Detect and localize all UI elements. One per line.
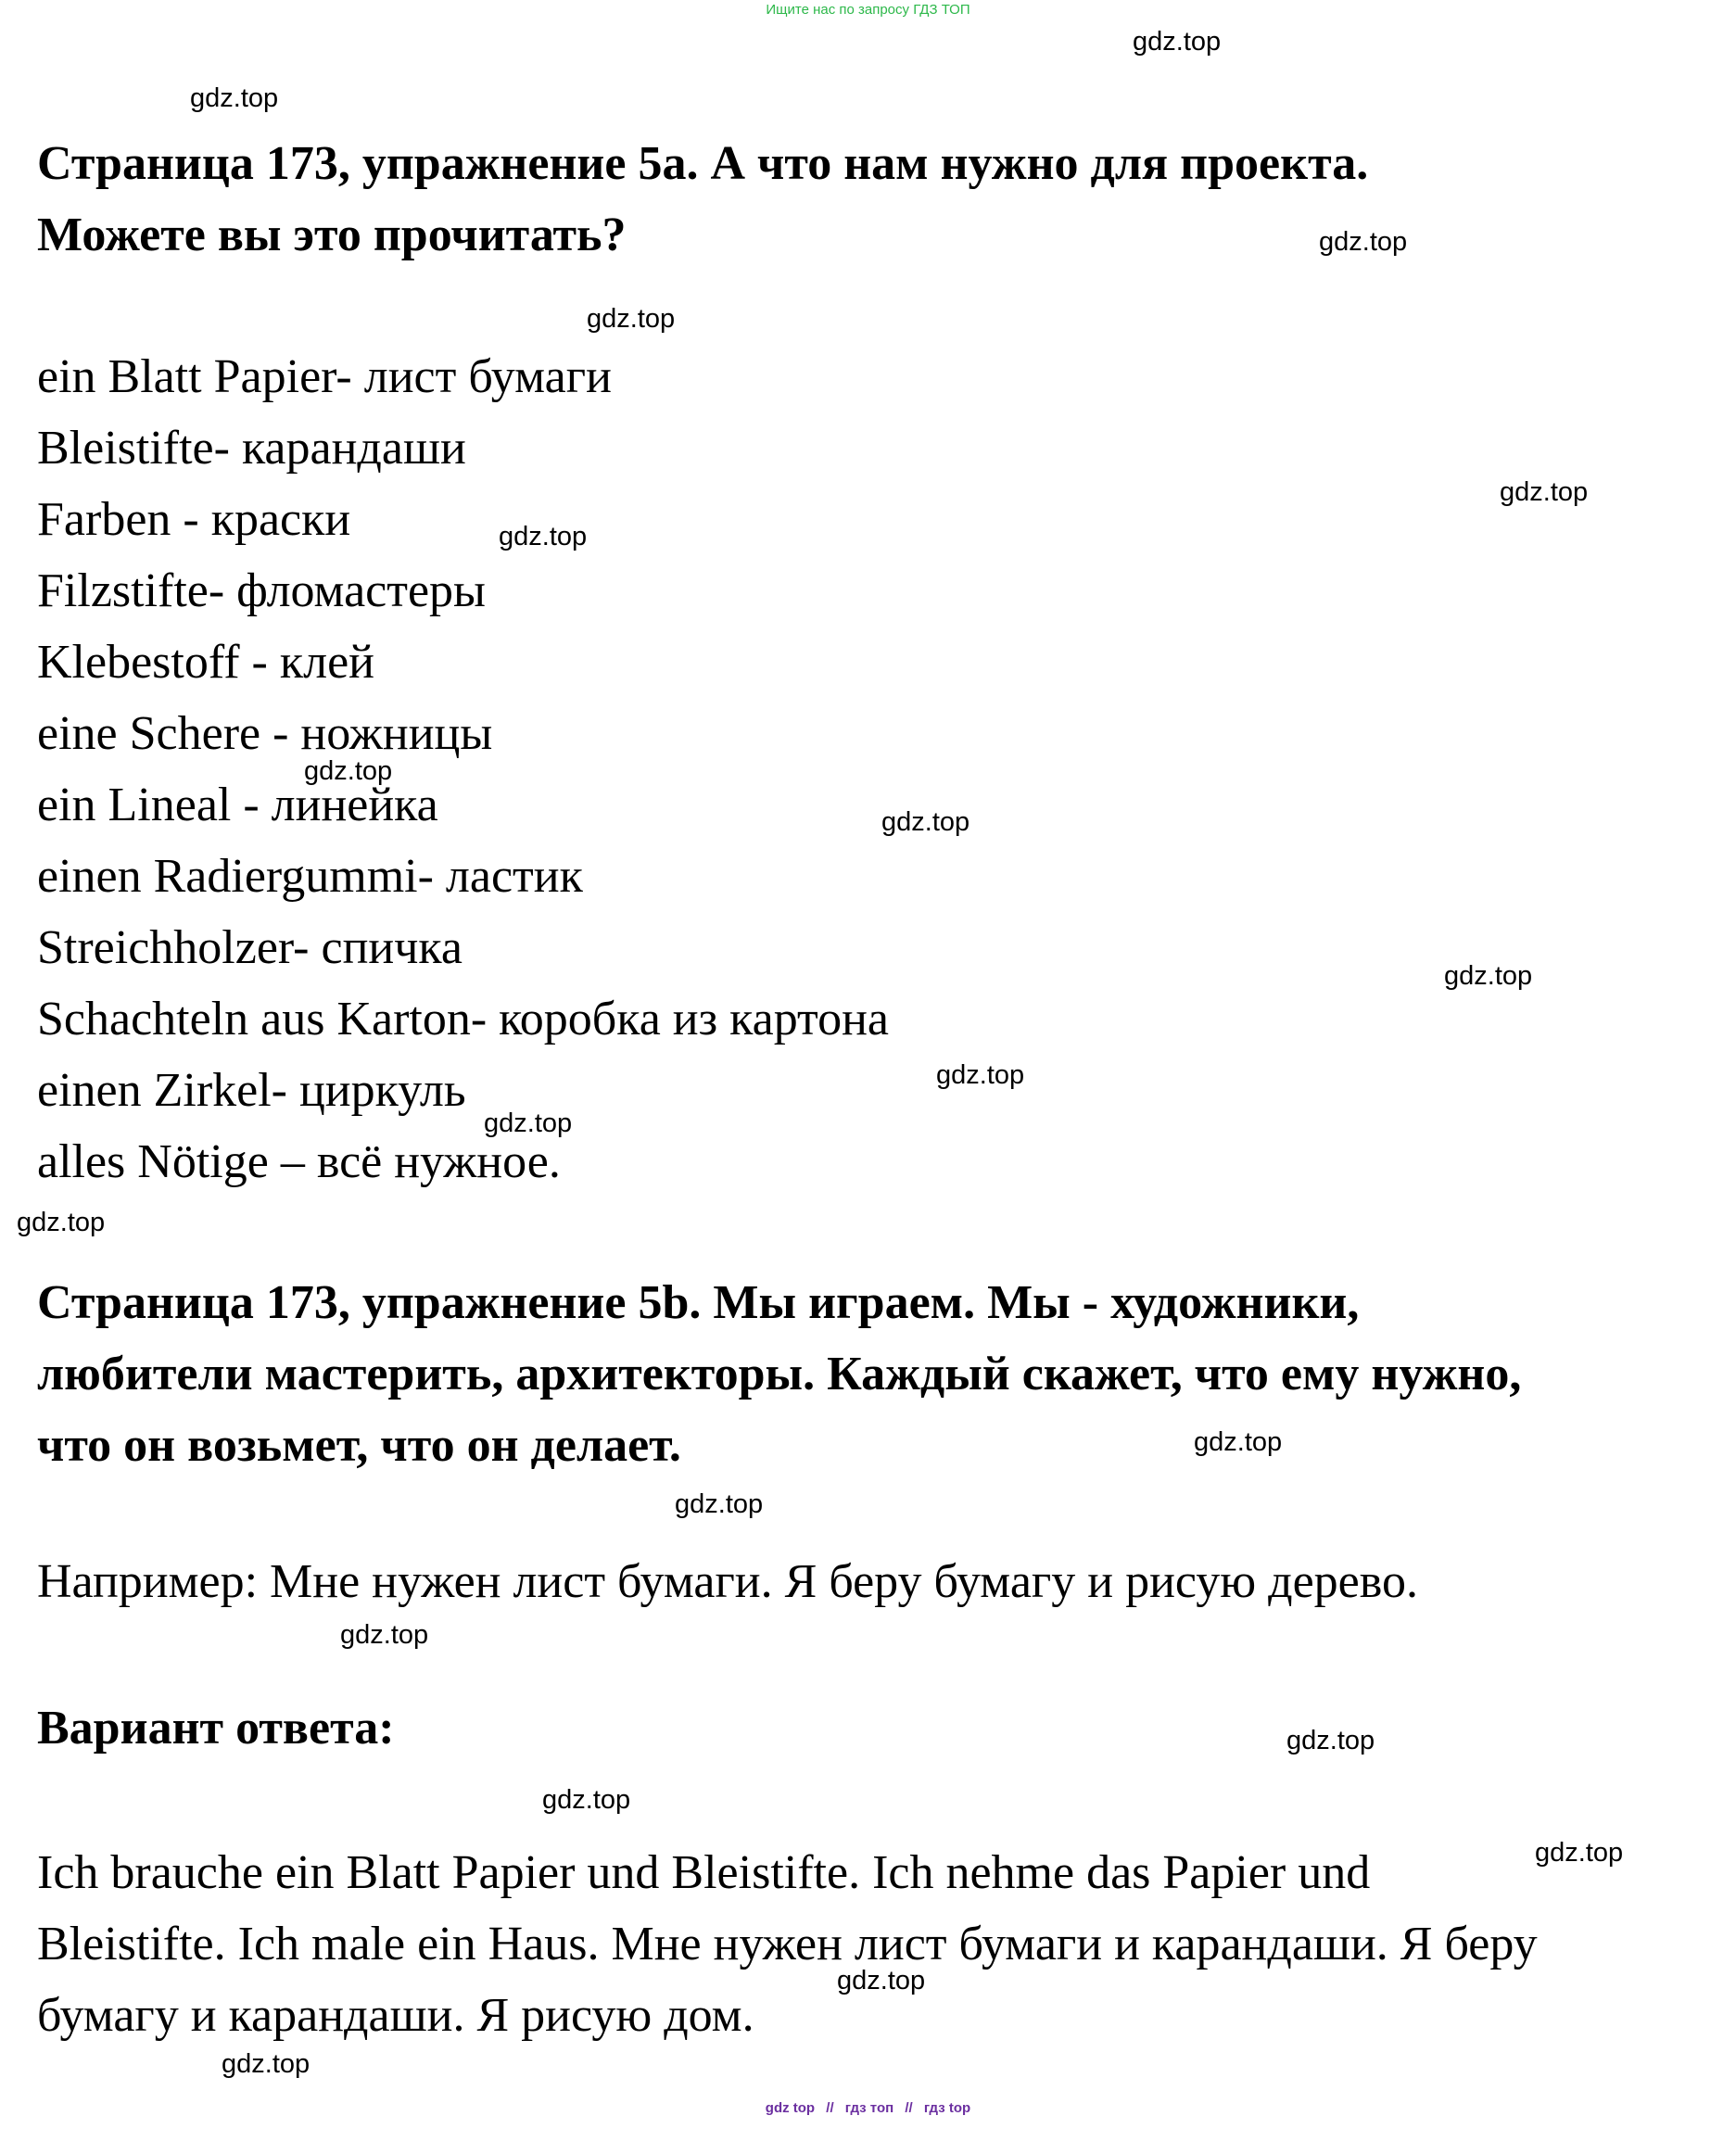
watermark: gdz.top — [837, 1966, 926, 1995]
watermark: gdz.top — [1286, 1726, 1375, 1755]
watermark: gdz.top — [304, 756, 393, 786]
watermark: gdz.top — [340, 1620, 429, 1650]
section-a-heading-line: Можете вы это прочитать? — [37, 209, 627, 261]
watermark: gdz.top — [542, 1785, 631, 1815]
example-text: Например: Мне нужен лист бумаги. Я беру бумагу и рисую дерево. — [37, 1555, 1418, 1608]
vocabulary-item: Streichholzer- спичка — [37, 921, 463, 974]
watermark: gdz.top — [499, 522, 588, 551]
footer-link[interactable]: гдз топ — [844, 2100, 894, 2116]
section-a-heading-line: Страница 173, упражнение 5а. А что нам нужно для проекта. — [37, 137, 1369, 190]
vocabulary-item: Farben - краски — [37, 493, 351, 546]
footer-separator: // — [826, 2100, 834, 2116]
top-banner[interactable]: Ищите нас по запросу ГДЗ ТОП — [766, 2, 970, 18]
section-b-heading — [37, 1267, 1521, 1481]
vocabulary-item: Filzstifte- фломастеры — [37, 564, 486, 617]
vocabulary-item: alles Nötige – всё нужное. — [37, 1135, 561, 1188]
vocabulary-item: Schachteln aus Karton- коробка из картона — [37, 993, 889, 1045]
section-a-heading — [37, 128, 1368, 271]
watermark: gdz.top — [1444, 961, 1533, 991]
section-b-heading-line: что он возьмет, что он делает. — [37, 1419, 681, 1472]
watermark: gdz.top — [675, 1489, 764, 1519]
vocabulary-list — [37, 341, 889, 1197]
watermark: gdz.top — [17, 1208, 106, 1237]
watermark: gdz.top — [1133, 27, 1222, 57]
vocabulary-item: ein Blatt Papier- лист бумаги — [37, 350, 612, 403]
watermark: gdz.top — [222, 2049, 310, 2079]
footer-link[interactable]: gdz top — [765, 2100, 816, 2116]
vocabulary-item: Bleistifte- карандаши — [37, 422, 466, 475]
footer-link[interactable]: гдз top — [923, 2100, 971, 2116]
watermark: gdz.top — [1319, 227, 1408, 257]
answer-line: Bleistifte. Ich male ein Haus. Мне нужен лист бумаги и карандаши. Я беру — [37, 1918, 1538, 1970]
watermark: gdz.top — [587, 304, 676, 334]
section-b-heading-line: Страница 173, упражнение 5b. Мы играем. Мы - художники, — [37, 1276, 1360, 1329]
section-b-heading-line: любители мастерить, архитекторы. Каждый скажет, что ему нужно, — [37, 1348, 1522, 1400]
watermark: gdz.top — [484, 1109, 573, 1138]
watermark: gdz.top — [1500, 477, 1589, 507]
watermark: gdz.top — [190, 83, 279, 113]
answer-line: Ich brauche ein Blatt Papier und Bleistifte. Ich nehme das Papier und — [37, 1846, 1371, 1899]
footer-separator: // — [905, 2100, 913, 2116]
footer-links — [0, 2100, 1736, 2116]
vocabulary-item: einen Zirkel- циркуль — [37, 1064, 466, 1117]
answer-line: бумагу и карандаши. Я рисую дом. — [37, 1989, 754, 2042]
watermark: gdz.top — [936, 1060, 1025, 1090]
vocabulary-item: ein Lineal - линейка — [37, 779, 438, 831]
vocabulary-item: eine Schere - ножницы — [37, 707, 493, 760]
answer-text — [37, 1837, 1538, 2051]
watermark: gdz.top — [1535, 1838, 1624, 1868]
watermark: gdz.top — [881, 807, 970, 837]
vocabulary-item: Klebestoff - клей — [37, 636, 374, 689]
vocabulary-item: einen Radiergummi- ластик — [37, 850, 583, 903]
answer-heading: Вариант ответа: — [37, 1702, 395, 1755]
watermark: gdz.top — [1194, 1427, 1283, 1457]
